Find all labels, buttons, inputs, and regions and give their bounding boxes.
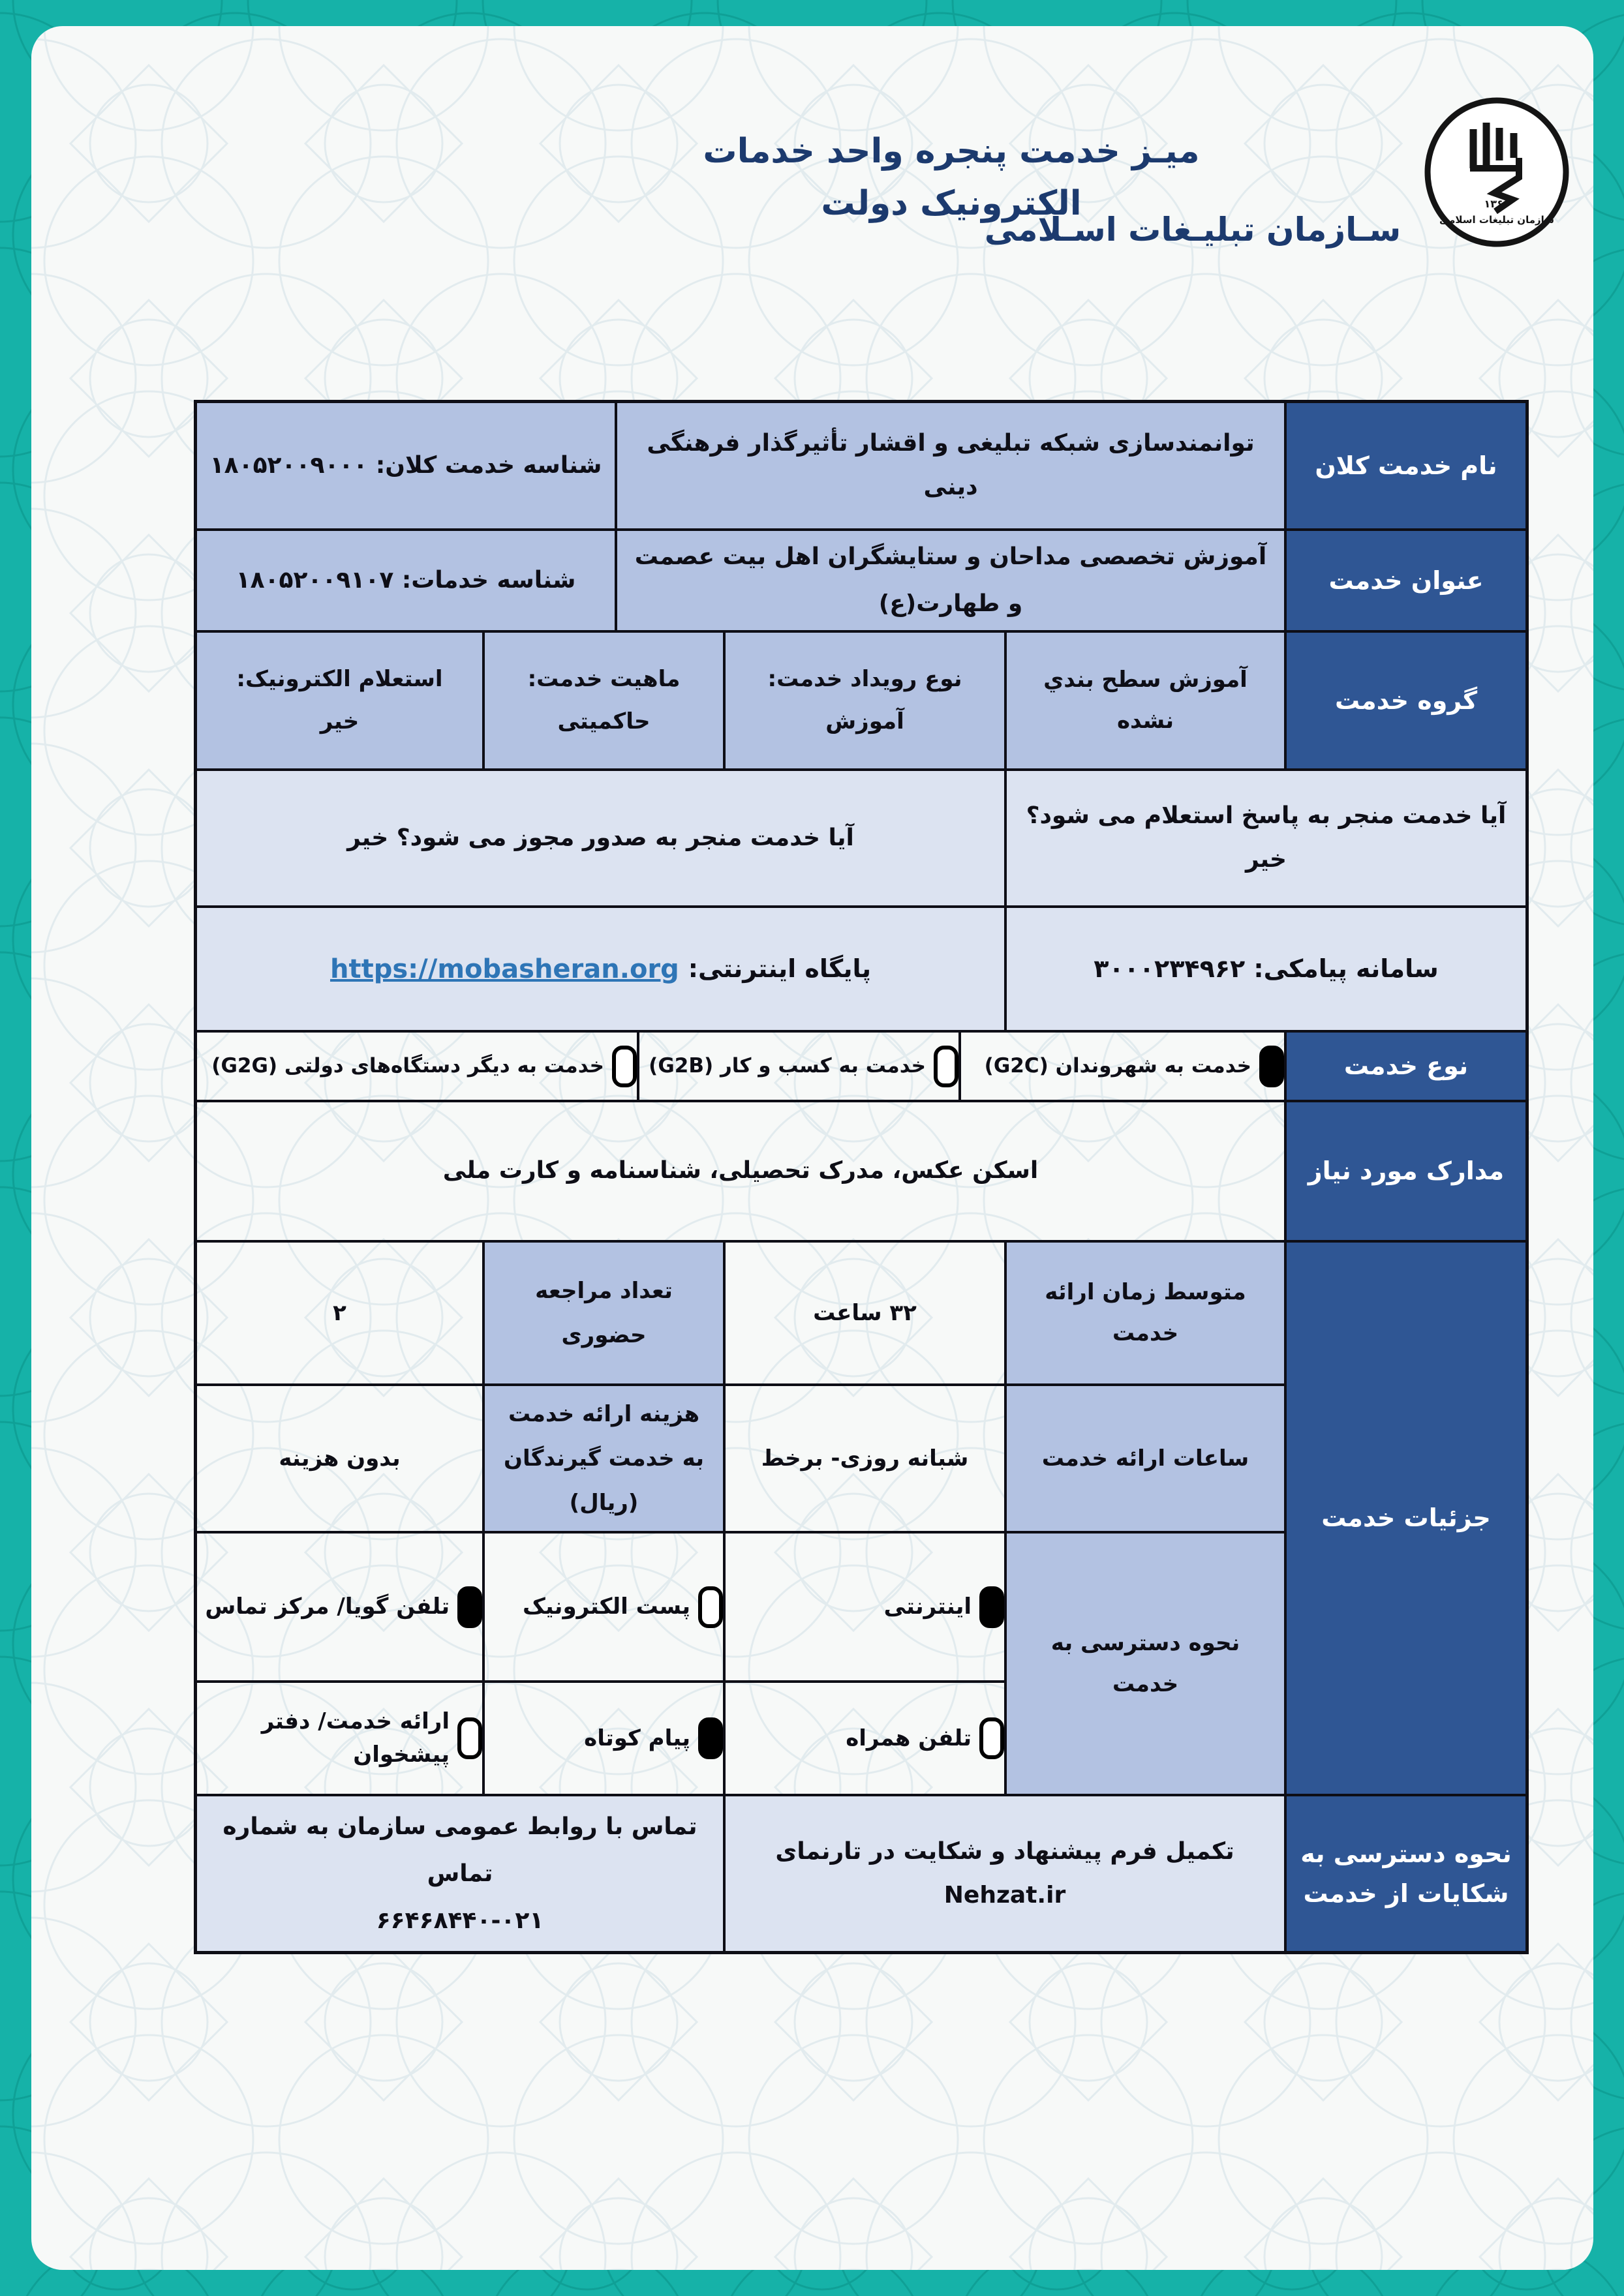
event-type-value: آموزش: [825, 708, 904, 734]
documents-value: اسکن عکس، مدرک تحصیلی، شناسنامه و کارت ملی: [196, 1101, 1285, 1241]
row-header-documents: مدارک مورد نیاز: [1285, 1101, 1527, 1241]
org-title: سـازمان تبلیـغات اسـلامی: [984, 211, 1402, 249]
avg-time-label: متوسط زمان ارائه خدمت: [1005, 1241, 1285, 1385]
email-label: پست الکترونیک: [522, 1594, 690, 1620]
license-question: آیا خدمت منجر به صدور مجوز می شود؟ خیر: [196, 770, 1005, 907]
counter-label: ارائه خدمت/ دفتر پیشخوان: [261, 1708, 450, 1768]
email-checkbox[interactable]: [698, 1586, 723, 1628]
macro-service-value: توانمندسازی شبکه تبلیغی و اقشار تأثیرگذار فرهنگی دینی: [616, 402, 1285, 530]
service-nature-value: حاکمیتی: [557, 708, 651, 734]
mobile-label: تلفن همراه: [846, 1725, 972, 1751]
complaints-online: تکمیل فرم پیشنهاد و شکایت در تارنمای Nehzat.ir: [724, 1795, 1285, 1952]
service-nature-label: ماهیت خدمت:: [527, 666, 681, 693]
cost-value: بدون هزینه: [196, 1385, 483, 1532]
g2b-label: خدمت به کسب و کار (G2B): [649, 1054, 926, 1078]
service-hours-value: شبانه روزی- برخط: [724, 1385, 1005, 1532]
inquiry-question: آیا خدمت منجر به پاسخ استعلام می شود؟ خیر: [1005, 770, 1527, 907]
content-card: [31, 26, 1593, 2270]
g2g-checkbox[interactable]: [612, 1046, 637, 1087]
row-header-service-title: عنوان خدمت: [1285, 530, 1527, 631]
event-type-cell: [724, 631, 1005, 770]
website-label: پایگاه اینترنتی:: [688, 954, 872, 984]
mobile-checkbox[interactable]: [979, 1717, 1004, 1759]
event-type-label: نوع رویداد خدمت:: [767, 666, 962, 693]
service-title-value: آموزش تخصصی مداحان و ستایشگران اهل بیت عصمت و طهارت(ع): [616, 530, 1285, 631]
service-id: شناسه خدمات: ۱۸۰۵۲۰۰۹۱۰۷: [196, 530, 616, 631]
g2g-label: خدمت به دیگر دستگاه‌های دولتی (G2G): [211, 1054, 604, 1078]
sms-checkbox[interactable]: [698, 1717, 723, 1759]
row-header-service-type: نوع خدمت: [1285, 1031, 1527, 1101]
sms-label: پیام کوتاه: [584, 1725, 690, 1751]
avg-time-value: ۳۲ ساعت: [724, 1241, 1005, 1385]
page-title: میـز خدمت پنجره واحد خدمات الکترونیک دولت: [703, 132, 1200, 223]
cost-label: هزینه ارائه خدمت به خدمت گیرندگان (ریال): [483, 1385, 724, 1532]
service-type-option-g2b: [638, 1031, 960, 1101]
row-header-complaints: نحوه دسترسی به شکایات از خدمت: [1285, 1795, 1527, 1952]
internet-label: اینترنتی: [883, 1594, 972, 1620]
complaints-phone-number: ۶۶۴۶۸۴۴۰-۰۲۱: [376, 1907, 544, 1934]
service-table: [196, 402, 1527, 1952]
complaints-phone-text: تماس با روابط عمومی سازمان به شماره تماس: [222, 1813, 697, 1887]
ivr-checkbox[interactable]: [457, 1586, 482, 1628]
visits-value: ۲: [196, 1241, 483, 1385]
service-hours-label: ساعات ارائه خدمت: [1005, 1385, 1285, 1532]
macro-service-id: شناسه خدمت کلان: ۱۸۰۵۲۰۰۹۰۰۰: [196, 402, 616, 530]
internet-checkbox[interactable]: [979, 1586, 1004, 1628]
g2c-label: خدمت به شهروندان (G2C): [984, 1054, 1251, 1078]
electronic-inquiry-cell: [196, 631, 483, 770]
access-option-sms: [483, 1682, 724, 1795]
access-method-label: نحوه دسترسی به خدمت: [1005, 1532, 1285, 1795]
g2c-checkbox[interactable]: [1259, 1046, 1284, 1087]
access-option-ivr: [196, 1532, 483, 1682]
complaints-phone-cell: [196, 1795, 724, 1952]
website-cell: [196, 907, 1005, 1031]
g2b-checkbox[interactable]: [934, 1046, 958, 1087]
service-group-level: آموزش سطح بندي نشده: [1005, 631, 1285, 770]
logo-year: ۱۳۶۰: [1484, 198, 1510, 210]
row-header-service-group: گروه خدمت: [1285, 631, 1527, 770]
row-header-service-details: جزئیات خدمت: [1285, 1241, 1527, 1795]
service-type-option-g2c: [960, 1031, 1285, 1101]
sms-system: سامانه پیامکی: ۳۰۰۰۲۳۴۹۶۲: [1005, 907, 1527, 1031]
access-option-internet: [724, 1532, 1005, 1682]
website-link[interactable]: https://mobasheran.org: [329, 954, 679, 984]
electronic-inquiry-label: استعلام الکترونیک:: [236, 666, 443, 693]
visits-label: تعداد مراجعه حضوری: [483, 1241, 724, 1385]
access-option-counter: [196, 1682, 483, 1795]
row-header-macro-service: نام خدمت کلان: [1285, 402, 1527, 530]
organization-logo-icon: [1421, 95, 1572, 249]
electronic-inquiry-value: خیر: [320, 708, 360, 734]
counter-checkbox[interactable]: [457, 1717, 482, 1759]
access-option-mobile: [724, 1682, 1005, 1795]
service-type-option-g2g: [196, 1031, 638, 1101]
access-option-email: [483, 1532, 724, 1682]
service-nature-cell: [483, 631, 724, 770]
ivr-label: تلفن گویا/ مرکز تماس: [205, 1594, 450, 1620]
logo-org-name: سازمان تبلیغات اسلامی: [1439, 214, 1555, 226]
